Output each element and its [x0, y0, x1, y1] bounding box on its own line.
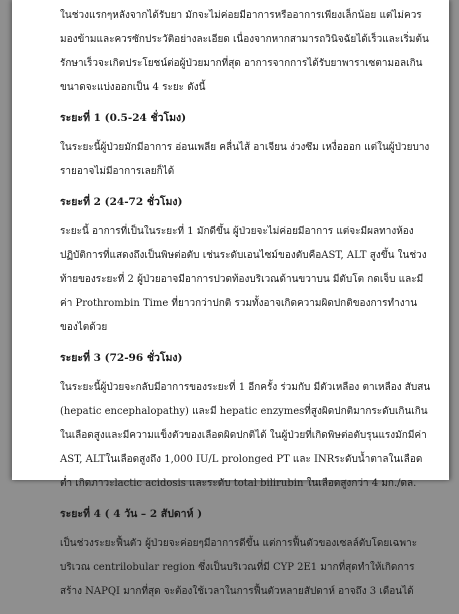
document-page: [12, 0, 449, 597]
stage4-heading: ระยะที่ 4 ( 4 วัน – 2 สัปดาห์ ): [60, 508, 203, 520]
intro-paragraph: ในช่วงแรกๆหลังจากได้รับยา มักจะไม่ค่อยมีอาการหรืออาการเพียงเล็กน้อย แต่ไม่ควรมองข้ามและควรซักประวัติอย่างละเอียด เนื่องจากหากสามารถวินิจฉัยได้เร็วและเริ่มต้นรักษาเร็วจะเกิดประโยชน์ต่อผู้ป่วยมากที่สุด อาการจากการได้รับยาพาราเซตามอลเกินขนาดจะแบ่งออกเป็น 4 ระยะ ดังนี้: [60, 10, 429, 93]
document-content: [60, 4, 432, 614]
stage2-heading: ระยะที่ 2 (24-72 ชั่วโมง): [60, 196, 183, 208]
stage1-paragraph: ในระยะนี้ผู้ป่วยมักมีอาการ อ่อนเพลีย คลื่นไส้ อาเจียน ง่วงซึม เหงื่อออก แต่ในผู้ป่วยบางรายอาจไม่มีอาการเลยก็ได้: [60, 142, 430, 177]
stage1-heading: ระยะที่ 1 (0.5-24 ชั่วโมง): [60, 112, 187, 124]
stage3-paragraph: ในระยะนี้ผู้ป่วยจะกลับมีอาการของระยะที่ 1 อีกครั้ง ร่วมกับ มีตัวเหลือง ตาเหลือง สับสน (hepatic encephalopathy) และมี hepatic enzymesที่สูงผิดปกติมากระดับเกินเกินในเลือดสูงและมีความแข็งตัวของเลือดผิดปกติได้ ในผู้ป่วยที่เกิดพิษต่อตับรุนแรงมักมีค่า AST, ALTในเลือดสูงถึง 1,000 IU/L prolonged PT และ INRระดับน้ำตาลในเลือดต่ำ เกิดภาวะlactic acidosis และระดับ total bilirubin ในเลือดสูงกว่า 4 มก./ดล.: [60, 382, 431, 489]
stage4-paragraph: เป็นช่วงระยะฟื้นตัว ผู้ป่วยจะค่อยๆมีอาการดีขึ้น แต่การฟื้นตัวของเซลล์ตับโดยเฉพาะบริเวณ centrilobular region ซึ่งเป็นบริเวณที่มี CYP 2E1 มากที่สุดทำให้เกิดการสร้าง NAPQI มากที่สุด จะต้องใช้เวลาในการฟื้นตัวหลายสัปดาห์ อาจถึง 3 เดือนได้: [60, 538, 418, 597]
stage3-heading: ระยะที่ 3 (72-96 ชั่วโมง): [60, 352, 183, 364]
stage2-paragraph: ระยะนี้ อาการที่เป็นในระยะที่ 1 มักดีขึ้น ผู้ป่วยจะไม่ค่อยมีอาการ แต่จะมีผลทางห้องปฏิบัติการที่แสดงถึงเป็นพิษต่อตับ เช่นระดับเอนไซม์ของตับคือAST, ALT สูงขึ้น ในช่วงท้ายของระยะที่ 2 ผู้ป่วยอาจมีอาการปวดท้องบริเวณด้านขวาบน มีตับโต กดเจ็บ และมี ค่า Prothrombin Time ที่ยาวกว่าปกติ รวมทั้งอาจเกิดความผิดปกติของการทำงานของไตด้วย: [60, 226, 427, 333]
